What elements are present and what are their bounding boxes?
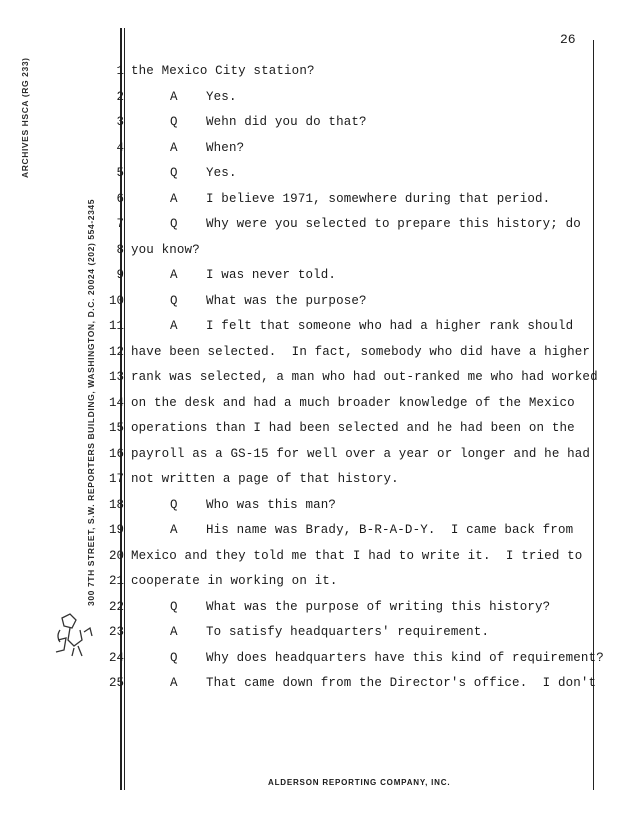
transcript-line: That came down from the Director's office. I don't — [206, 676, 597, 690]
line-number: 1 — [116, 64, 124, 78]
reporter-address: 300 7TH STREET, S.W. REPORTERS BUILDING, WASHINGTON, D.C. 20024 (202) 554-2345 — [86, 198, 96, 606]
speaker-label: A — [170, 140, 178, 155]
speaker-label: A — [170, 319, 178, 333]
speaker-label: A — [170, 523, 178, 537]
line-number: 25 — [108, 676, 124, 690]
transcript-line: on the desk and had a much broader knowledge of the Mexico — [131, 395, 575, 410]
archive-seal-stamp — [52, 610, 96, 660]
transcript-line: When? — [206, 140, 245, 155]
line-number: 9 — [116, 268, 124, 282]
line-number: 18 — [108, 497, 124, 512]
line-number: 3 — [116, 115, 124, 129]
line-number: 2 — [116, 89, 124, 104]
transcript-line: I felt that someone who had a higher rank should — [206, 319, 574, 333]
line-number: 20 — [108, 548, 124, 563]
archive-stamp: ARCHIVES HSCA (RG 233) — [20, 57, 30, 178]
speaker-label: A — [170, 625, 178, 639]
speaker-label: Q — [170, 599, 178, 614]
line-number: 6 — [116, 191, 124, 206]
transcript-line: rank was selected, a man who had out-ranked me who had worked — [131, 370, 598, 384]
transcript-line: What was the purpose of writing this history? — [206, 599, 551, 614]
speaker-label: Q — [170, 497, 178, 512]
line-number: 14 — [108, 395, 124, 410]
page-number: 26 — [560, 32, 576, 47]
transcript-line: Why were you selected to prepare this history; do — [206, 217, 581, 231]
line-number: 23 — [108, 625, 124, 639]
footer-company: ALDERSON REPORTING COMPANY, INC. — [268, 778, 451, 787]
line-number: 13 — [108, 370, 124, 384]
line-number: 24 — [108, 650, 124, 665]
line-number: 5 — [116, 166, 124, 180]
left-margin-rule-inner — [124, 28, 125, 790]
line-number: 21 — [108, 574, 124, 588]
speaker-label: A — [170, 676, 178, 690]
transcript-line: the Mexico City station? — [131, 64, 315, 78]
transcript-line: Why does headquarters have this kind of requirement? — [206, 650, 604, 665]
transcript-line: cooperate in working on it. — [131, 574, 338, 588]
transcript-line: you know? — [131, 242, 200, 257]
speaker-label: Q — [170, 293, 178, 308]
transcript-line: What was the purpose? — [206, 293, 367, 308]
transcript-line: Mexico and they told me that I had to write it. I tried to — [131, 548, 583, 563]
transcript-line: Wehn did you do that? — [206, 115, 367, 129]
line-number: 12 — [108, 344, 124, 359]
line-number: 19 — [108, 523, 124, 537]
line-number: 4 — [116, 140, 124, 155]
speaker-label: A — [170, 89, 178, 104]
line-number: 11 — [108, 319, 124, 333]
speaker-label: A — [170, 268, 178, 282]
transcript-line: operations than I had been selected and he had been on the — [131, 421, 575, 435]
line-number: 15 — [108, 421, 124, 435]
speaker-label: Q — [170, 217, 178, 231]
line-number: 17 — [108, 472, 124, 486]
transcript-line: Who was this man? — [206, 497, 337, 512]
speaker-label: Q — [170, 650, 178, 665]
line-number: 8 — [116, 242, 124, 257]
transcript-line: To satisfy headquarters' requirement. — [206, 625, 490, 639]
transcript-line: His name was Brady, B-R-A-D-Y. I came back from — [206, 523, 574, 537]
transcript-line: I believe 1971, somewhere during that period. — [206, 191, 551, 206]
speaker-label: Q — [170, 166, 178, 180]
transcript-line: have been selected. In fact, somebody who did have a higher — [131, 344, 591, 359]
transcript-line: Yes. — [206, 166, 237, 180]
line-number: 7 — [116, 217, 124, 231]
line-number: 16 — [108, 446, 124, 461]
transcript-line: not written a page of that history. — [131, 472, 399, 486]
transcript-line: I was never told. — [206, 268, 337, 282]
speaker-label: Q — [170, 115, 178, 129]
line-number: 10 — [108, 293, 124, 308]
line-number: 22 — [108, 599, 124, 614]
transcript-line: Yes. — [206, 89, 237, 104]
speaker-label: A — [170, 191, 178, 206]
transcript-line: payroll as a GS-15 for well over a year or longer and he had — [131, 446, 591, 461]
